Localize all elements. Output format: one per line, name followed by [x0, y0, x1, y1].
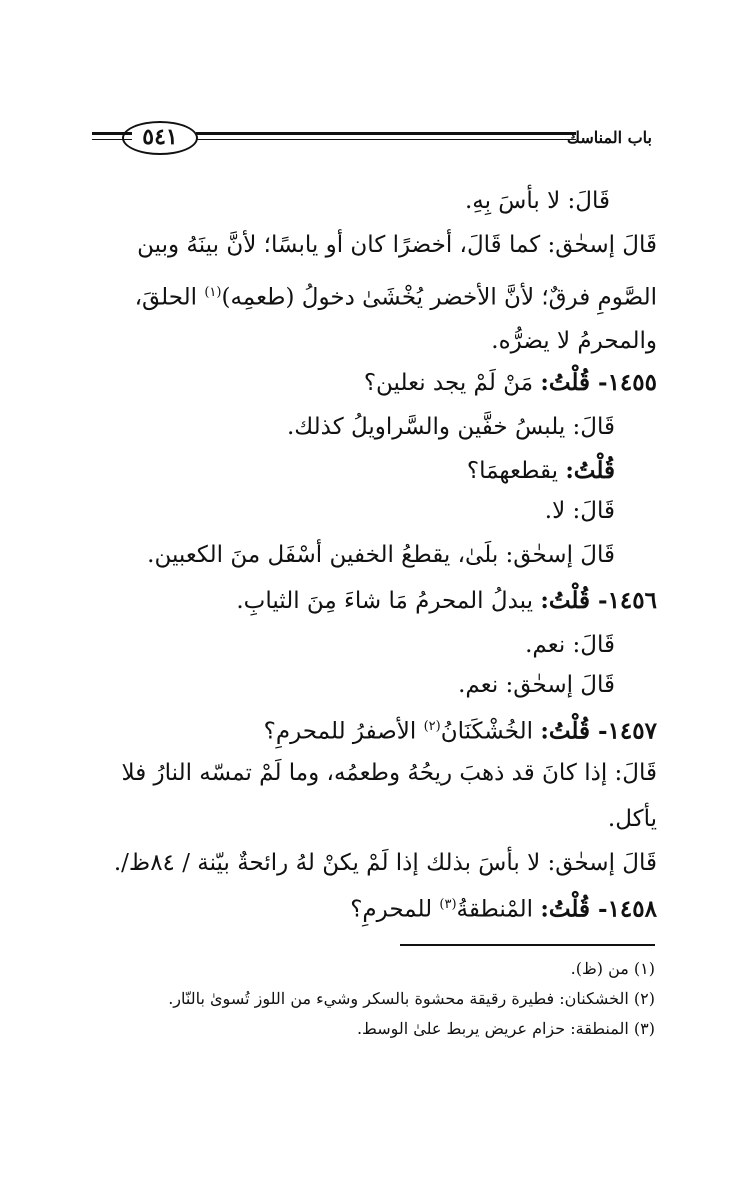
entry-number-1455: ١٤٥٥-	[590, 369, 657, 396]
text-line-4: والمحرمُ لا يضرُّه.	[491, 328, 657, 354]
header-rule-middle-bottom	[196, 139, 576, 140]
text-line-1: قَالَ: لا بأسَ بِهِ.	[464, 188, 610, 214]
text-line-9: قَالَ إسحٰق: بلَىٰ، يقطعُ الخفين أسْفَل منَ الكعبين.	[147, 542, 615, 568]
page-header	[92, 118, 652, 166]
footnote-ref-3: (٣)	[439, 897, 457, 912]
qult-label: قُلْتُ:	[540, 717, 591, 745]
question-text-end: للمحرمِ؟	[350, 896, 440, 923]
text-line-5	[364, 368, 657, 398]
footnote-ref-2: (٢)	[423, 719, 441, 734]
qult-label: قُلْتُ:	[540, 895, 591, 923]
qult-label: قُلْتُ:	[540, 369, 591, 396]
text-line-3-end: الحلقَ،	[134, 284, 205, 311]
text-line-12: قَالَ إسحٰق: نعم.	[458, 672, 615, 698]
text-line-10	[236, 586, 657, 616]
text-line-15: يأكل.	[607, 806, 657, 832]
text-line-3-main: الصَّومِ فرقٌ؛ لأنَّ الأخضر يُخْشَىٰ دخولُ (طعمِه)	[221, 284, 657, 311]
text-line-2: قَالَ إسحٰق: كما قَالَ، أخضرًا كان أو يابسًا؛ لأنَّ بينَهُ وبين	[137, 232, 657, 258]
footnote-3: (٣) المنطقة: حزام عريض يربط علىٰ الوسط.	[356, 1019, 655, 1038]
footnote-divider	[400, 944, 655, 946]
text-line-17	[350, 890, 657, 925]
chapter-title: باب المناسك	[566, 128, 652, 147]
question-text: الخُشْكَنَانُ	[440, 718, 541, 745]
text-line-14: قَالَ: إذا كانَ قد ذهبَ ريحُهُ وطعمُه، وما لَمْ تمسّه النارُ فلا	[121, 760, 657, 786]
text-line-13	[264, 712, 657, 747]
text-line-7	[467, 456, 615, 486]
text-line-3	[135, 278, 657, 313]
footnote-1: (١) من (ظ).	[570, 959, 655, 978]
footnote-2: (٢) الخشكنان: فطيرة رقيقة محشوة بالسكر وشيء من اللوز تُسوىٰ بالنّار.	[168, 989, 655, 1008]
text-line-11: قَالَ: نعم.	[525, 632, 615, 658]
entry-number-1457: ١٤٥٧-	[590, 717, 657, 745]
footnote-ref-1: (١)	[204, 285, 222, 300]
question-text: يبدلُ المحرمُ مَا شاءَ مِنَ الثيابِ.	[236, 588, 541, 614]
entry-number-1456: ١٤٥٦-	[590, 587, 657, 614]
text-line-6: قَالَ: يلبسُ خفَّين والسَّراويلُ كذلك.	[286, 414, 615, 440]
question-text: يقطعهمَا؟	[466, 458, 566, 484]
header-rule-middle-top	[196, 132, 576, 135]
question-text-end: الأصفرُ للمحرمِ؟	[263, 718, 424, 745]
qult-label: قُلْتُ:	[565, 457, 615, 484]
page-number: ٥٤١	[122, 121, 198, 155]
question-text: مَنْ لَمْ يجد نعلين؟	[363, 370, 541, 396]
qult-label: قُلْتُ:	[540, 587, 591, 614]
entry-number-1458: ١٤٥٨-	[590, 895, 657, 923]
question-text: المْنطقةُ	[456, 896, 541, 923]
text-line-8: قَالَ: لا.	[544, 498, 615, 524]
text-line-16: قَالَ إسحٰق: لا بأسَ بذلك إذا لَمْ يكنْ لهُ رائحةٌ بيّنة / ٨٤ظ/.	[113, 850, 657, 876]
